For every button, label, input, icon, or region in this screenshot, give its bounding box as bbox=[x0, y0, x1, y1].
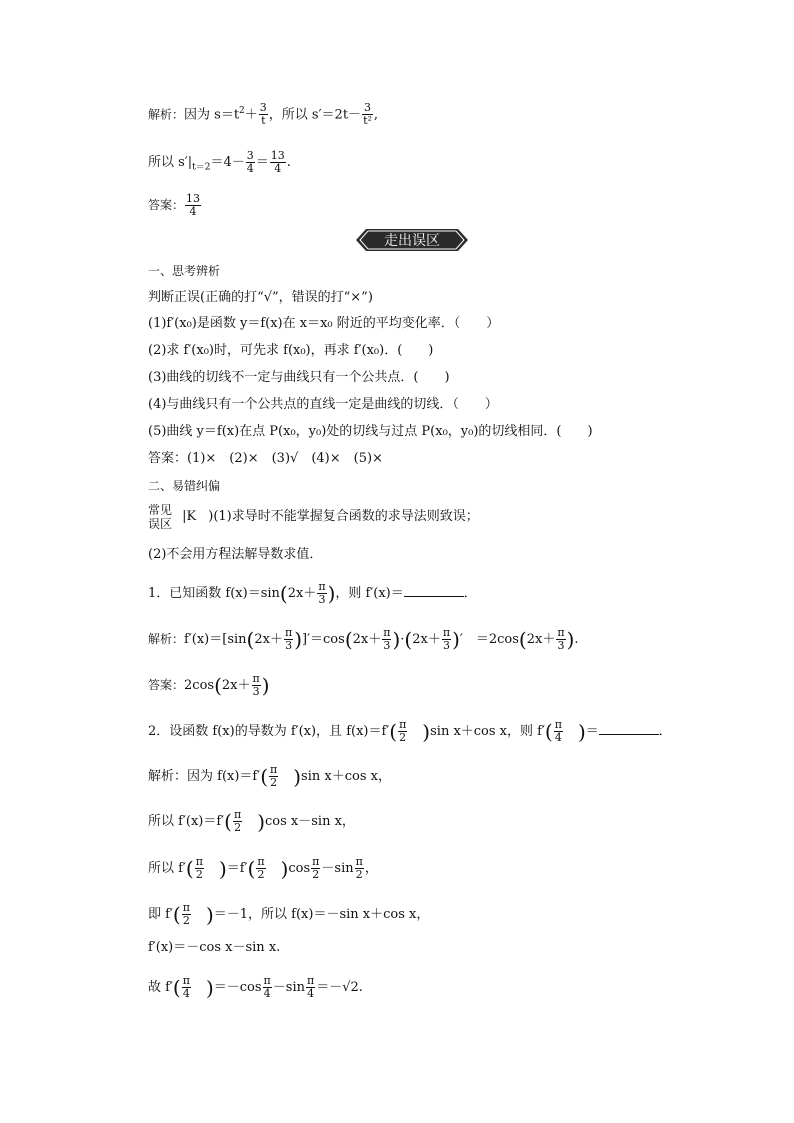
fraction: $\frac{\pi}{3}$ bbox=[383, 626, 391, 652]
answer-label: 答案： bbox=[148, 198, 185, 212]
fraction: $\frac{\pi}{2}$ bbox=[182, 901, 190, 927]
fraction: $\frac{\pi}{2}$ bbox=[312, 855, 320, 881]
fraction: $\frac{\pi}{3}$ bbox=[284, 626, 293, 652]
fraction: $\frac{\pi}{4}$ bbox=[306, 974, 315, 1000]
fraction: $\frac{13}{4}$ bbox=[186, 192, 201, 218]
analysis-label: 解析： bbox=[148, 107, 185, 122]
statement-3: (3)曲线的切线不一定与曲线只有一个公共点．( ) bbox=[148, 370, 450, 385]
question-2: 2．设函数 f(x)的导数为 f′(x)，且 f(x)＝f′( $\frac{\pi}{2}$ )sin x＋cos x，则 f′( $\frac{\pi}{4}$ )＝ ． bbox=[148, 718, 672, 744]
question-2-analysis-3: 所以 f′( $\frac{\pi}{2}$ )＝f′( $\frac{\pi}{2}$ )cos $\frac{\pi}{2}$ －sin $\frac{\pi}{2}$ ， bbox=[148, 855, 378, 881]
fraction: $\frac{\pi}{2}$ bbox=[233, 808, 242, 834]
question-2-analysis-5: f′(x)＝－cos x－sin x. bbox=[148, 940, 281, 955]
judge-answers: 答案：(1)× (2)× (3)√ (4)× (5)× bbox=[148, 451, 383, 466]
fraction: $\frac{\pi}{2}$ bbox=[355, 855, 363, 881]
fraction: $\frac{13}{4}$ bbox=[270, 149, 285, 175]
analysis-line-2: 所以 $s'|_{t=2}=4-$ $\frac{3}{4}$ ＝ $\frac{13}{4}$ . bbox=[148, 149, 291, 175]
answer-blank bbox=[404, 584, 464, 597]
fraction: $\frac{\pi}{4}$ bbox=[182, 974, 190, 1000]
statement-1: (1)f′(x₀)是函数 y＝f(x)在 x＝x₀ 附近的平均变化率．（ ） bbox=[148, 316, 500, 331]
question-2-analysis-2: 所以 f′(x)＝f′( $\frac{\pi}{2}$ )cos x－sin x， bbox=[148, 808, 355, 834]
mistakes-tag: 常见 误区 bbox=[148, 503, 173, 531]
fraction: $\frac{\pi}{2}$ bbox=[399, 718, 407, 744]
banner-text: 走出误区 bbox=[384, 233, 440, 249]
question-1: 1．已知函数 f(x)＝sin(2x＋ $\frac{\pi}{3}$ )，则 f′(x)＝ ． bbox=[148, 580, 477, 606]
analysis-line-1: 解析：因为 $s=t^2+$ $\frac{3}{t}$ ，所以 s′＝2t－ $\frac{3}{\text{t²}}$ , bbox=[148, 101, 379, 128]
answer-blank bbox=[599, 722, 659, 735]
fraction: $\frac{\pi}{3}$ bbox=[318, 580, 326, 606]
statement-5: (5)曲线 y＝f(x)在点 P(x₀，y₀)处的切线与过点 P(x₀，y₀)的切线相同．( ) bbox=[148, 424, 593, 439]
fraction: $\frac{\pi}{3}$ bbox=[557, 626, 565, 652]
question-2-analysis-6: 故 f′( $\frac{\pi}{4}$ )＝－cos $\frac{\pi}{4}$ －sin $\frac{\pi}{4}$ ＝－√2. bbox=[148, 974, 363, 1000]
statement-2: (2)求 f′(x₀)时，可先求 f(x₀)，再求 f′(x₀)．( ) bbox=[148, 343, 434, 358]
fraction: $\frac{\pi}{2}$ bbox=[270, 763, 278, 789]
mistakes-line: 常见 误区 |K )(1)求导时不能掌握复合函数的求导法则致误； bbox=[148, 503, 479, 531]
mistakes-item-2: (2)不会用方程法解导数求值． bbox=[148, 547, 323, 562]
statement-4: (4)与曲线只有一个公共点的直线一定是曲线的切线．（ ） bbox=[148, 397, 498, 412]
instruction: 判断正误(正确的打“√”，错误的打“×”) bbox=[148, 290, 373, 305]
fraction: $\frac{\pi}{2}$ bbox=[195, 855, 203, 881]
question-1-answer: 答案：2cos(2x＋ $\frac{\pi}{3}$ ) bbox=[148, 672, 270, 698]
question-2-analysis-4: 即 f′( $\frac{\pi}{2}$ )＝－1，所以 f(x)＝－sin x＋cos x， bbox=[148, 901, 430, 927]
fraction: $\frac{3}{4}$ bbox=[246, 149, 254, 175]
fraction: $\frac{3}{t}$ bbox=[259, 101, 267, 128]
fraction: $\frac{\pi}{3}$ bbox=[252, 672, 260, 698]
fraction: $\frac{\pi}{2}$ bbox=[257, 855, 265, 881]
fraction: $\frac{\pi}{4}$ bbox=[263, 974, 271, 1000]
answer-line-1 bbox=[148, 193, 202, 218]
fraction: $\frac{\pi}{3}$ bbox=[442, 626, 451, 652]
section-title-1: 一、思考辨析 bbox=[148, 264, 221, 278]
question-1-analysis: 解析：f′(x)＝[sin(2x＋ $\frac{\pi}{3}$ )]′＝cos(2x＋ $\frac{\pi}{3}$ )·(2x＋ $\frac{\pi}{3}$ )′ ＝2cos(2x＋ $\frac{\pi}{3}$ ). bbox=[148, 626, 579, 652]
section-banner bbox=[356, 229, 468, 251]
question-2-analysis-1: 解析：因为 f(x)＝f′( $\frac{\pi}{2}$ )sin x＋cos x， bbox=[148, 763, 391, 789]
fraction: $\frac{3}{\text{t²}}$ bbox=[363, 101, 372, 128]
fraction: $\frac{\pi}{4}$ bbox=[554, 718, 562, 744]
section-title-2: 二、易错纠偏 bbox=[148, 479, 221, 493]
